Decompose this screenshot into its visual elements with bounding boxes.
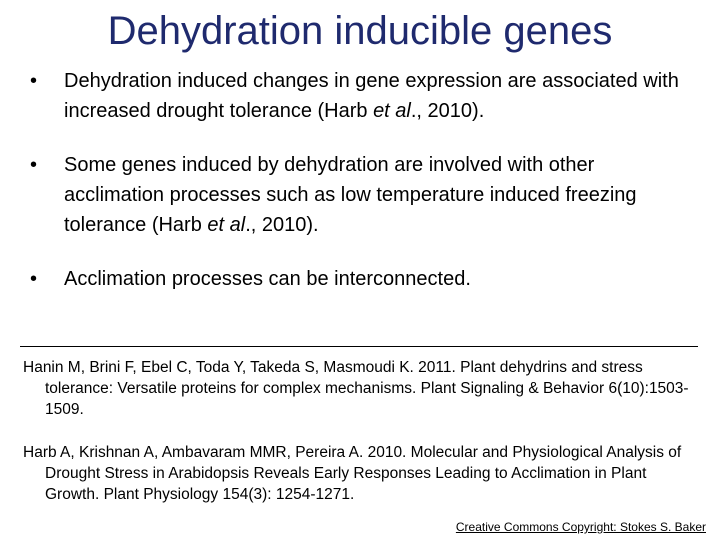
bullet-text: Dehydration induced changes in gene expression are associated with increased drought tolerance (Harb bbox=[64, 70, 679, 122]
bullet-text-end: ., 2010). bbox=[245, 214, 319, 236]
bullet-item bbox=[28, 66, 688, 126]
bullet-text-end: ., 2010). bbox=[410, 100, 485, 122]
bullet-text: Some genes induced by dehydration are involved with other acclimation processes such as low temperature induced freezing tolerance (Harb bbox=[64, 154, 637, 236]
slide-title: Dehydration inducible genes bbox=[107, 9, 613, 53]
bullet-text-italic: et al bbox=[207, 214, 246, 236]
bullet-text-italic: et al bbox=[373, 100, 411, 122]
reference-item: Hanin M, Brini F, Ebel C, Toda Y, Takeda S, Masmoudi K. 2011. Plant dehydrins and stress tolerance: Versatile proteins for complex mechanisms. Plant Signaling & Behavior 6(10):1503-1509. bbox=[23, 359, 689, 418]
bullet-marker: • bbox=[30, 70, 38, 92]
bullet-text: Acclimation processes can be interconnected. bbox=[64, 268, 471, 290]
divider bbox=[20, 346, 698, 347]
bullet-list bbox=[28, 66, 688, 294]
bullet-marker: • bbox=[30, 268, 38, 290]
bullet-item bbox=[28, 150, 688, 240]
bullet-marker: • bbox=[30, 154, 38, 176]
bullet-item bbox=[28, 264, 688, 294]
copyright-link[interactable]: Creative Commons Copyright: Stokes S. Baker bbox=[455, 520, 706, 534]
references bbox=[23, 357, 703, 505]
reference-item: Harb A, Krishnan A, Ambavaram MMR, Pereira A. 2010. Molecular and Physiological Analysis of Drought Stress in Arabidopsis Reveals Early Responses Leading to Acclimation in Plant Growth. Plant Physiology 154(3): 1254-1271. bbox=[23, 444, 682, 503]
